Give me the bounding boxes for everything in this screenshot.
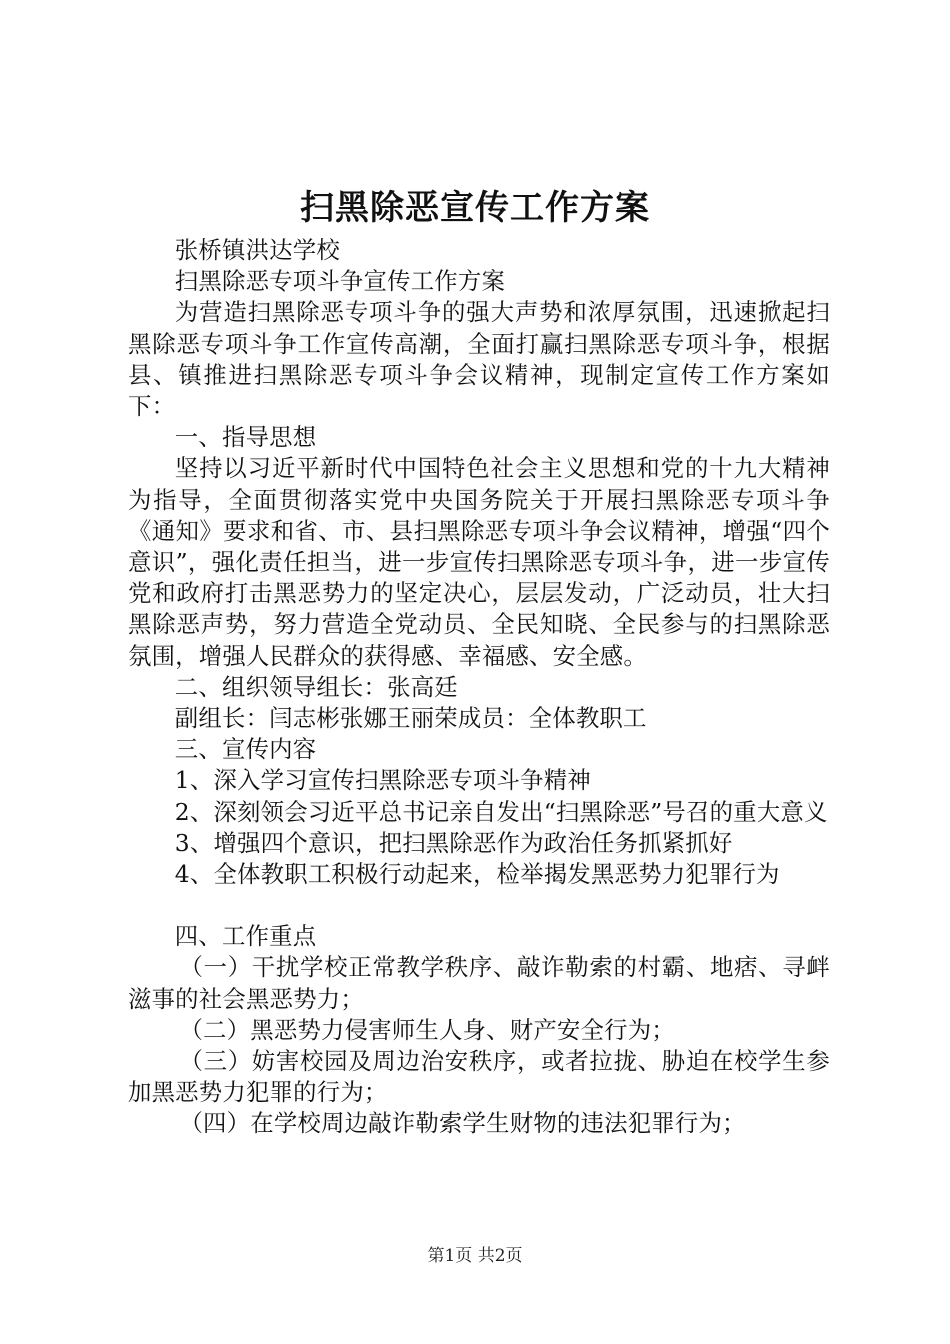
heading-work-focus: 四、工作重点 [174,922,317,951]
document-title: 扫黑除恶宣传工作方案 [300,188,650,228]
page-footer: 第1页 共2页 [427,1246,523,1266]
list-item-4: 4、全体教职工积极行动起来，检举揭发黑恶势力犯罪行为 [174,860,780,889]
heading-guiding-thought: 一、指导思想 [174,423,317,452]
paragraph-guiding-thought: 坚持以习近平新时代中国特色社会主义思想和党的十九大精神为指导，全面贯彻落实党中央国务院关于开展扫黑除恶专项斗争《通知》要求和省、市、县扫黑除恶专项斗争会议精神，增强“四个意识”，强化责任担当，进一步宣传扫黑除恶专项斗争，进一步宣传党和政府打击黑恶势力的坚定决心，层层发动，广泛动员，壮大扫黑除恶声势，努力营造全党动员、全民知晓、全民参与的扫黑除恶氛围，增强人民群众的获得感、幸福感、安全感。 [128,454,830,670]
paragraph-deputy-leaders: 副组长：闫志彬张娜王丽荣成员：全体教职工 [174,704,647,733]
paragraph-intro: 为营造扫黑除恶专项斗争的强大声势和浓厚氛围，迅速掀起扫黑除恶专项斗争工作宣传高潮，全面打赢扫黑除恶专项斗争，根据县、镇推进扫黑除恶专项斗争会议精神，现制定宣传工作方案如下： [128,298,830,421]
heading-organization-leader: 二、组织领导组长：张高廷 [174,672,458,701]
heading-publicity-content: 三、宣传内容 [174,735,317,764]
focus-item-1: （一）干扰学校正常教学秩序、敲诈勒索的村霸、地痞、寻衅滋事的社会黑恶势力； [128,953,830,1013]
focus-item-3: （三）妨害校园及周边治安秩序，或者拉拢、胁迫在校学生参加黑恶势力犯罪的行为； [128,1047,830,1107]
list-item-3: 3、增强四个意识，把扫黑除恶作为政治任务抓紧抓好 [174,828,733,857]
list-item-2: 2、深刻领会习近平总书记亲自发出“扫黑除恶”号召的重大意义 [174,797,828,826]
focus-item-4: （四）在学校周边敲诈勒索学生财物的违法犯罪行为； [179,1109,746,1138]
list-item-1: 1、深入学习宣传扫黑除恶专项斗争精神 [174,766,591,795]
focus-item-2: （二）黑恶势力侵害师生人身、财产安全行为； [179,1015,675,1044]
blank-line [128,890,830,921]
document-body [128,235,830,1140]
paragraph-school-name: 张桥镇洪达学校 [174,236,340,264]
paragraph-subtitle: 扫黑除恶专项斗争宣传工作方案 [174,267,506,296]
